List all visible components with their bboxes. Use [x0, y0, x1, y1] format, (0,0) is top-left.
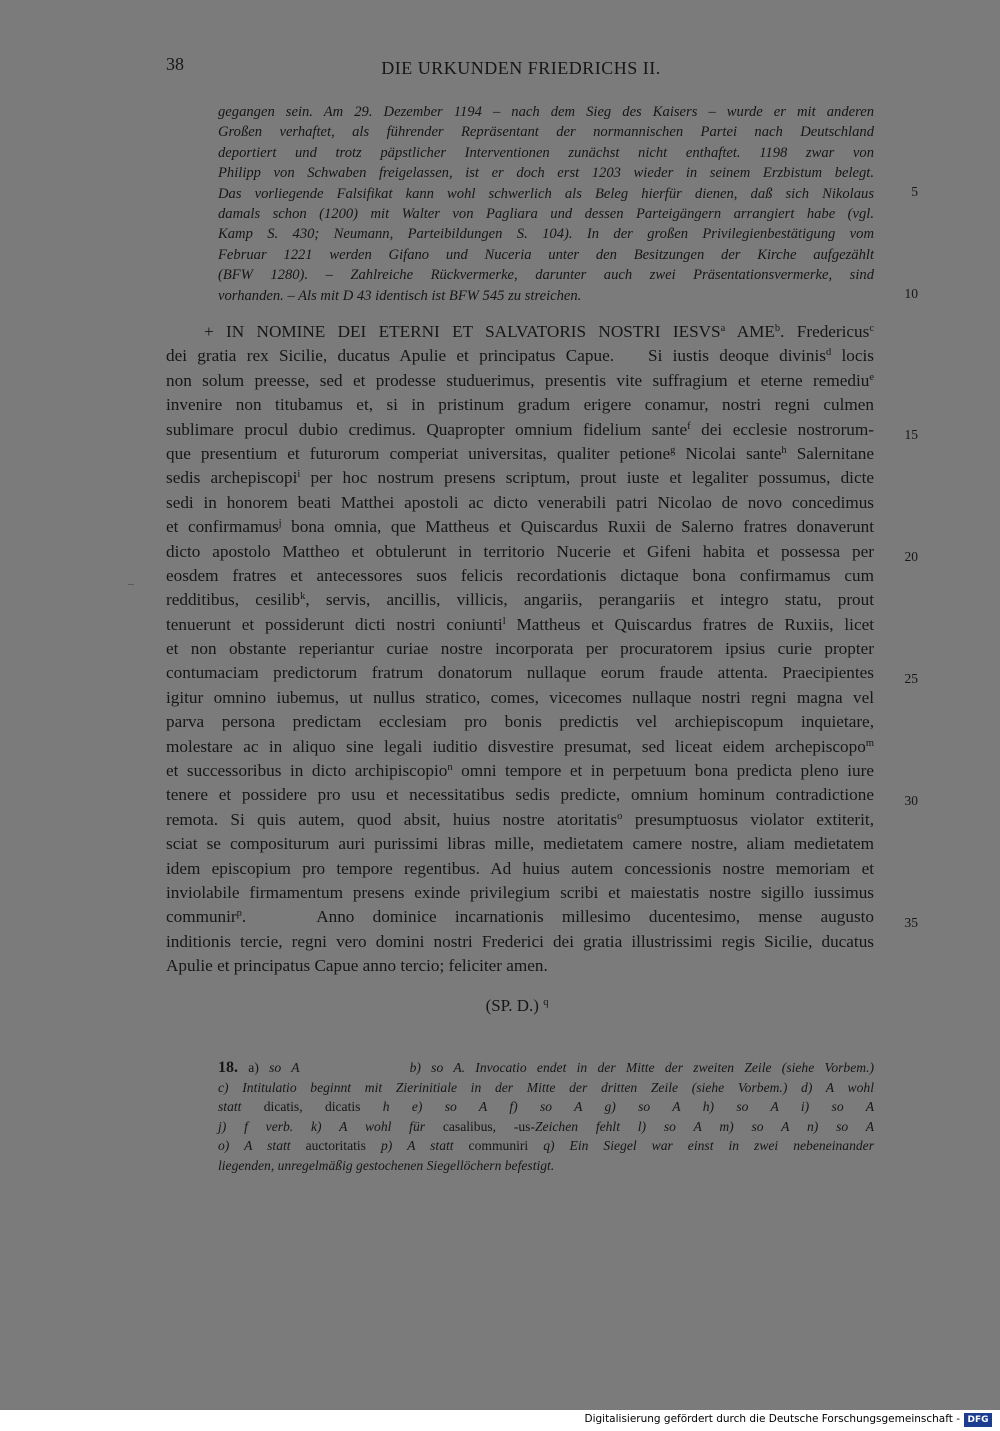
line-number: 30: [904, 793, 918, 808]
commentary-line: Großen verhaftet, als führender Repräsentant der normannischen Partei nach Deutschland: [218, 124, 874, 141]
dfg-logo-icon: DFG: [964, 1413, 992, 1427]
line-number: 5: [911, 184, 918, 199]
footnotes: [218, 1058, 874, 1176]
text-line: idem episcopium pro tempore regentibus. Ad huius autem concessionis nostre memoriam et: [166, 858, 874, 878]
line-number: 15: [904, 427, 918, 442]
commentary-line: damals schon (1200) mit Walter von Pagliara und dessen Parteigängern arrangiert habe (vgl.: [218, 205, 874, 222]
text-line: parva persona predictam ecclesiam pro bonis predictis vel archiepiscopum inquietare,: [166, 712, 874, 732]
commentary-line: vorhanden. – Als mit D 43 identisch ist BFW 545 zu streichen.: [218, 287, 582, 304]
text-line: invenire non titubamus et, si in pristinum gradum erigere conamur, nostri regni culmen: [166, 395, 874, 415]
footnote-line: j) f verb. k) A wohl für casalibus, -us-Zeichen fehlt l) so A m) so A n) so A: [218, 1118, 875, 1134]
text-line: igitur omnino iubemus, ut nullus stratico, comes, vicecomes nullaque nostri regni magna vel: [166, 687, 874, 707]
commentary-line: (BFW 1280). – Zahlreiche Rückvermerke, darunter auch zwei Präsentationsvermerke, sind: [218, 267, 874, 284]
text-line: sedi in honorem beati Matthei apostoli ac dicto venerabili patri Nicolao de novo concedimus: [166, 492, 874, 512]
text-line: contumaciam predictorum fratrum donatorum nullaque eorum fraude attenta. Praecipientes: [166, 663, 874, 683]
footnote-line: c) Intitulatio beginnt mit Zierinitiale in der Mitte der dritten Zeile (siehe Vorbem.) d) A wohl: [218, 1079, 874, 1095]
line-number: 25: [904, 671, 918, 686]
text-line: sublimare procul dubio credimus. Quapropter omnium fidelium sante$^f$ dei ecclesie nostrorum-: [166, 419, 874, 439]
commentary-line: Philipp von Schwaben freigelassen, ist er doch erst 1203 wieder in seinem Erzbistum belegt.: [218, 165, 874, 182]
commentary-line: Das vorliegende Falsifikat kann wohl schwerlich als Beleg hierfür dienen, daß sich Nikolaus: [218, 185, 874, 202]
commentary-line: deportiert und trotz päpstlicher Interventionen zunächst nicht enthaftet. 1198 zwar von: [218, 144, 874, 161]
page-header: [166, 54, 876, 80]
commentary-paragraph: [218, 102, 874, 306]
text-line: inditionis tercie, regni vero domini nostri Frederici dei gratia illustrissimi regis Sicilie, ducatus: [166, 931, 874, 951]
text-line: sedis archepiscopi$^i$ per hoc nostrum presens scriptum, prout iuste et legaliter possumus, dicte: [166, 468, 874, 488]
text-line: molestare ac in aliquo sine legali iuditio disvestire presumat, sed liceat eidem archepiscopo$^m$: [166, 736, 874, 756]
text-line: remota. Si quis autem, quod absit, huius nostre atoritatis$^o$ presumptuosus violator extiterit,: [166, 809, 874, 829]
footer-credit: Digitalisierung gefördert durch die Deutsche Forschungsgemeinschaft -: [584, 1413, 960, 1425]
charter-text: [166, 320, 874, 979]
line-number: 35: [904, 915, 918, 930]
footnote-line: liegenden, unregelmäßig gestochenen Siegellöchern befestigt.: [218, 1157, 555, 1173]
text-line: et non obstante reperiantur curiae nostre incorporata per procuratorem ipsius curie propter: [166, 639, 874, 659]
text-line: inviolabile firmamentum presens exinde privilegium scribi et maiestatis nostre sigillo iussimus: [166, 882, 874, 902]
commentary-line: gegangen sein. Am 29. Dezember 1194 – nach dem Sieg des Kaisers – wurde er mit anderen: [218, 104, 874, 120]
seal-note: (SP. D.) $^q$: [485, 996, 549, 1015]
text-line: dei gratia rex Sicilie, ducatus Apulie et principatus Capue. Si iustis deoque divinis$^d$ locis: [166, 346, 874, 366]
commentary-line: Februar 1221 werden Gifano und Nuceria unter den Besitzungen der Kirche aufgezählt: [218, 246, 874, 263]
text-line: tenere et possidere pro usu et necessitatibus sedis predicte, omnium hominum contradictione: [166, 785, 874, 805]
text-line: + IN NOMINE DEI ETERNI ET SALVATORIS NOSTRI IESVS$^a$ AME$^b$. Fredericus$^c$: [204, 322, 875, 341]
scan-artifact: [128, 584, 134, 585]
running-title: DIE URKUNDEN FRIEDRICHS II.: [381, 58, 661, 78]
text-line: sciat se compositurum auri purissimi libras mille, medietatem camere nostre, aliam medietatem: [166, 834, 874, 854]
text-line: eosdem fratres et antecessores suos felicis recordationis dictaque bona confirmamus cum: [166, 565, 874, 585]
text-line: que presentium et futurorum comperiat universitas, qualiter petione$^g$ Nicolai sante$^h$ Salernitane: [166, 443, 875, 463]
commentary-line: Kamp S. 430; Neumann, Parteibildungen S. 104). In der großen Privilegienbestätigung vom: [218, 226, 874, 243]
text-line: dicto apostolo Mattheo et obtulerunt in territorio Nucerie et Gifeni habita et possessa per: [166, 541, 874, 561]
text-line: redditibus, cesilib$^k$, servis, ancillis, villicis, angariis, perangariis et integro statu, prout: [166, 590, 875, 610]
text-line: communir$^p$. Anno dominice incarnationis millesimo ducentesimo, mense augusto: [166, 907, 874, 927]
footnote-line: statt dicatis, dicatis h e) so A f) so A g) so A h) so A i) so A: [218, 1099, 874, 1115]
text-line: Apulie et principatus Capue anno tercio; feliciter amen.: [166, 956, 548, 976]
footnote-line: o) A statt auctoritatis p) A statt communiri q) Ein Siegel war einst in zwei nebeneinander: [218, 1138, 874, 1154]
text-line: non solum preesse, sed et prodesse studuerimus, presentis vite suffragium et eterne remediu$^e$: [166, 370, 874, 390]
footnote-line: 18. a) so A b) so A. Invocatio endet in der Mitte der zweiten Zeile (siehe Vorbem.): [218, 1059, 875, 1076]
digitization-footer: [0, 1410, 1000, 1431]
text-line: tenuerunt et possiderunt dicti nostri coniunti$^l$ Mattheus et Quiscardus fratres de Ruxiis, licet: [166, 614, 874, 634]
text-line: et successoribus in dicto archipiscopio$^n$ omni tempore et in perpetuum bona predicta pleno iure: [166, 761, 874, 781]
page-number: 38: [166, 54, 184, 74]
line-number: 10: [904, 286, 918, 301]
text-line: et confirmamus$^j$ bona omnia, que Mattheus et Quiscardus Ruxii de Salerno fratres donaverunt: [166, 517, 874, 537]
line-number: 20: [904, 549, 918, 564]
